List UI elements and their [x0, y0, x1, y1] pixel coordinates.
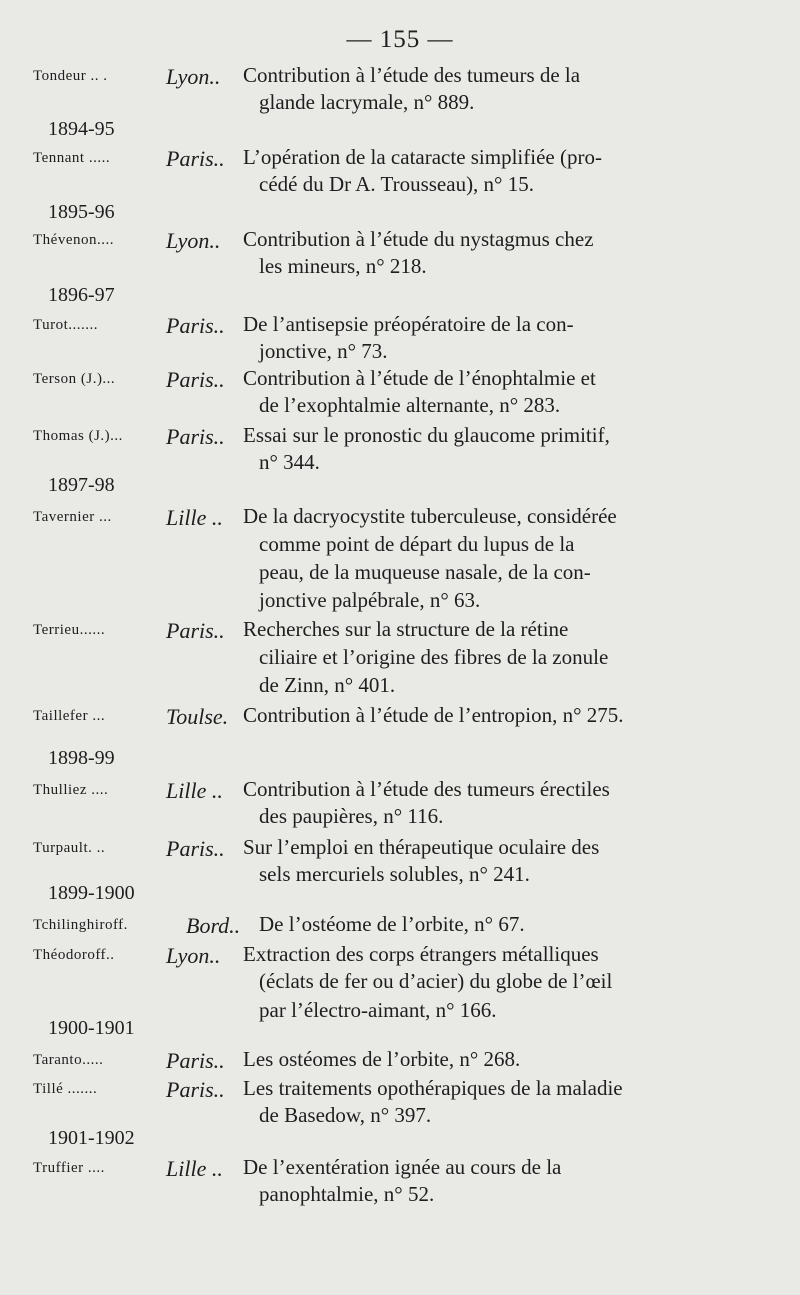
author-name: Thulliez ....: [33, 782, 109, 798]
thesis-title-line: De l’exentération ignée au cours de la: [243, 1155, 562, 1179]
thesis-entry: [0, 617, 800, 712]
faculty-city: Lyon..: [166, 943, 221, 968]
thesis-title-line: sels mercuriels solubles, n° 241.: [259, 862, 530, 886]
faculty-city: Lille ..: [166, 778, 223, 803]
faculty-city: Lyon..: [166, 64, 221, 89]
faculty-city: Lille ..: [166, 505, 223, 530]
faculty-city: Toulse.: [166, 704, 229, 729]
thesis-title-line: Recherches sur la structure de la rétine: [243, 617, 569, 641]
thesis-title-line: comme point de départ du lupus de la: [259, 532, 575, 556]
faculty-city: Paris..: [166, 367, 225, 392]
thesis-title-line: Sur l’emploi en thérapeutique oculaire des: [243, 835, 600, 859]
author-name: Thomas (J.)...: [33, 428, 123, 444]
author-name: Taillefer ...: [33, 708, 106, 724]
academic-year: 1895-96: [48, 201, 115, 223]
author-name: Tillé .......: [33, 1081, 98, 1097]
thesis-title-line: n° 344.: [259, 450, 320, 474]
thesis-title-line: De l’ostéome de l’orbite, n° 67.: [259, 912, 525, 936]
thesis-title-line: de Basedow, n° 397.: [259, 1103, 432, 1127]
thesis-title-line: ciliaire et l’origine des fibres de la zonule: [259, 645, 609, 669]
academic-year: 1900-1901: [48, 1017, 135, 1039]
thesis-entry: [0, 703, 800, 738]
thesis-title-line: des paupières, n° 116.: [259, 804, 444, 828]
author-name: Terrieu......: [33, 622, 106, 638]
faculty-city: Lille ..: [166, 1156, 223, 1181]
thesis-entry: [0, 366, 800, 431]
thesis-entry: [0, 942, 800, 1037]
thesis-title-line: de Zinn, n° 401.: [259, 673, 396, 697]
author-name: Théodoroff..: [33, 947, 115, 963]
faculty-city: Paris..: [166, 313, 225, 338]
page-number: — 155 —: [346, 26, 454, 53]
thesis-title-line: panophtalmie, n° 52.: [259, 1182, 435, 1206]
academic-year: 1894-95: [48, 118, 115, 140]
faculty-city: Paris..: [166, 1048, 225, 1073]
faculty-city: Lyon..: [166, 228, 221, 253]
faculty-city: Bord..: [186, 913, 241, 938]
thesis-title-line: Contribution à l’étude du nystagmus chez: [243, 227, 594, 251]
author-name: Tondeur .. .: [33, 68, 108, 84]
thesis-title-line: cédé du Dr A. Trousseau), n° 15.: [259, 172, 534, 196]
thesis-title-line: Essai sur le pronostic du glaucome primitif,: [243, 423, 610, 447]
thesis-entry: [0, 1155, 800, 1220]
thesis-title-line: jonctive, n° 73.: [259, 339, 388, 363]
thesis-entry: [0, 777, 800, 842]
thesis-title-line: De l’antisepsie préopératoire de la con-: [243, 312, 574, 336]
author-name: Thévenon....: [33, 232, 114, 248]
faculty-city: Paris..: [166, 618, 225, 643]
academic-year: 1898-99: [48, 747, 115, 769]
thesis-entry: [0, 423, 800, 488]
academic-year: 1901-1902: [48, 1127, 135, 1149]
thesis-entry: [0, 63, 800, 128]
thesis-entry: [0, 1076, 800, 1141]
thesis-title-line: glande lacrymale, n° 889.: [259, 90, 475, 114]
thesis-title-line: jonctive palpébrale, n° 63.: [259, 588, 481, 612]
faculty-city: Paris..: [166, 836, 225, 861]
thesis-title-line: Contribution à l’étude des tumeurs de la: [243, 63, 581, 87]
thesis-title-line: De la dacryocystite tuberculeuse, considérée: [243, 504, 617, 528]
faculty-city: Paris..: [166, 1077, 225, 1102]
author-name: Taranto.....: [33, 1052, 104, 1068]
thesis-title-line: les mineurs, n° 218.: [259, 254, 427, 278]
author-name: Terson (J.)...: [33, 371, 116, 387]
thesis-title-line: Contribution à l’étude de l’entropion, n° 275.: [243, 703, 624, 727]
thesis-entry: [0, 227, 800, 292]
academic-year: 1896-97: [48, 284, 115, 306]
thesis-title-line: Contribution à l’étude de l’énophtalmie et: [243, 366, 596, 390]
faculty-city: Paris..: [166, 146, 225, 171]
thesis-entry: [0, 145, 800, 210]
thesis-title-line: par l’électro-aimant, n° 166.: [259, 998, 497, 1022]
thesis-title-line: Contribution à l’étude des tumeurs érectiles: [243, 777, 610, 801]
thesis-title-line: de l’exophtalmie alternante, n° 283.: [259, 393, 561, 417]
author-name: Tavernier ...: [33, 509, 112, 525]
academic-year: 1899-1900: [48, 882, 135, 904]
thesis-entry: [0, 504, 800, 619]
author-name: Tennant .....: [33, 150, 111, 166]
author-name: Turpault. ..: [33, 840, 106, 856]
thesis-title-line: Les traitements opothérapiques de la maladie: [243, 1076, 623, 1100]
author-name: Turot.......: [33, 317, 99, 333]
thesis-title-line: peau, de la muqueuse nasale, de la con-: [259, 560, 591, 584]
academic-year: 1897-98: [48, 474, 115, 496]
author-name: Tchilinghiroff.: [33, 917, 128, 933]
thesis-title-line: Les ostéomes de l’orbite, n° 268.: [243, 1047, 521, 1071]
thesis-title-line: Extraction des corps étrangers métalliques: [243, 942, 599, 966]
thesis-title-line: (éclats de fer ou d’acier) du globe de l’œil: [259, 969, 613, 993]
author-name: Truffier ....: [33, 1160, 105, 1176]
thesis-title-line: L’opération de la cataracte simplifiée (pro-: [243, 145, 602, 169]
faculty-city: Paris..: [166, 424, 225, 449]
thesis-entry: [0, 835, 800, 900]
